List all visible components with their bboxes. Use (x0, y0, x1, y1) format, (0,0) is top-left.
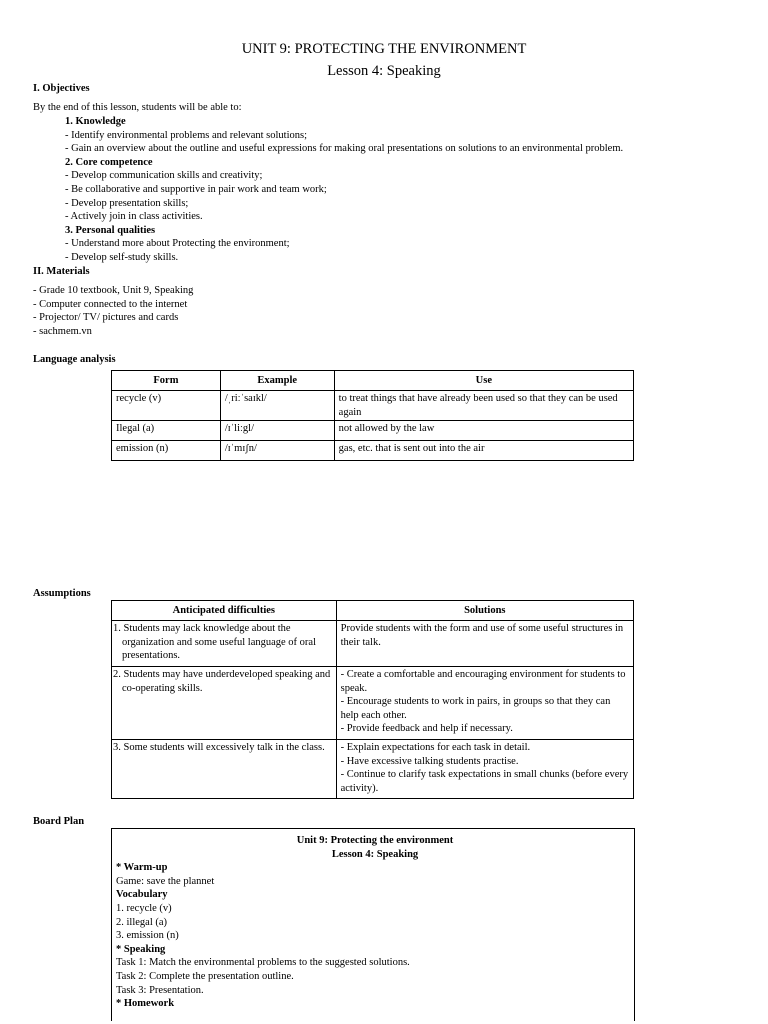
use-cell: not allowed by the law (334, 421, 633, 441)
core-item: - Develop presentation skills; (65, 197, 189, 209)
board-title: Unit 9: Protecting the environment (296, 835, 454, 846)
board-plan-box (111, 828, 635, 1021)
objectives-heading: I. Objectives (33, 83, 90, 94)
example-cell: /ɪˈmɪʃn/ (220, 441, 334, 461)
material-item: - sachmem.vn (33, 325, 92, 337)
solution-item: - Encourage students to work in pairs, in groups so that they can help each other. (340, 696, 611, 721)
task-item: Task 2: Complete the presentation outline. (116, 970, 294, 982)
core-item: - Be collaborative and supportive in pair work and team work; (65, 183, 327, 195)
material-item: - Computer connected to the internet (33, 298, 188, 310)
column-header: Form (112, 371, 221, 391)
vocabulary-heading: Vocabulary (116, 889, 168, 901)
knowledge-item: - Identify environmental problems and relevant solutions; (65, 129, 308, 141)
objectives-intro: By the end of this lesson, students will be able to: (33, 102, 242, 113)
task-item: Task 1: Match the environmental problems to the suggested solutions. (116, 957, 410, 969)
difficulty-cell: 3. Some students will excessively talk in the class. (112, 740, 337, 799)
materials-list (33, 284, 193, 338)
material-item: - Grade 10 textbook, Unit 9, Speaking (33, 285, 194, 296)
vocab-item: 2. illegal (a) (116, 916, 168, 928)
form-cell: recycle (v) (112, 391, 221, 421)
solution-item: - Have excessive talking students practise. (340, 755, 519, 767)
board-plan-heading: Board Plan (33, 816, 85, 827)
column-header: Example (220, 371, 334, 391)
difficulty-cell: 2. Students may have underdeveloped speaking and co-operating skills. (112, 667, 337, 740)
table-row (112, 667, 634, 740)
knowledge-item: - Gain an overview about the outline and useful expressions for making oral presentations on solutions to an environmental problem. (65, 143, 624, 155)
personal-item: - Develop self-study skills. (65, 251, 179, 263)
unit-title: UNIT 9: PROTECTING THE ENVIRONMENT (241, 41, 527, 57)
solution-item: - Explain expectations for each task in detail. (340, 742, 531, 753)
objectives-list (65, 115, 623, 265)
core-item: - Develop communication skills and creativity; (65, 170, 263, 182)
example-cell: /ɪˈliːgl/ (220, 421, 334, 441)
solution-item: - Create a comfortable and encouraging environment for students to speak. (340, 669, 626, 694)
solutions-cell (336, 740, 633, 799)
core-item: - Actively join in class activities. (65, 211, 203, 223)
lesson-title: Lesson 4: Speaking (327, 63, 441, 79)
core-competence-heading: 2. Core competence (65, 156, 153, 168)
use-cell: gas, etc. that is sent out into the air (334, 441, 633, 461)
personal-qualities-heading: 3. Personal qualities (65, 224, 156, 236)
table-row (112, 421, 634, 441)
table-header-row (112, 371, 634, 391)
personal-item: - Understand more about Protecting the environment; (65, 238, 290, 250)
material-item: - Projector/ TV/ pictures and cards (33, 312, 179, 324)
solution-item: - Provide feedback and help if necessary. (340, 723, 513, 735)
board-subtitle: Lesson 4: Speaking (331, 848, 419, 860)
vocab-item: 1. recycle (v) (116, 902, 172, 914)
form-cell: Ilegal (a) (112, 421, 221, 441)
warmup-text: Game: save the plannet (116, 875, 215, 887)
table-row (112, 441, 634, 461)
difficulty-cell: 1. Students may lack knowledge about the organization and some useful language of oral presentations. (112, 621, 337, 667)
materials-heading: II. Materials (33, 266, 90, 277)
language-analysis-heading: Language analysis (33, 354, 116, 365)
knowledge-heading: 1. Knowledge (65, 116, 126, 127)
use-cell: to treat things that have already been used so that they can be used again (334, 391, 633, 421)
homework-heading: * Homework (116, 998, 175, 1010)
table-row (112, 740, 634, 799)
assumptions-table (111, 600, 634, 799)
solution-item: - Continue to clarify task expectations in small chunks (before every activity). (340, 769, 629, 794)
table-row (112, 621, 634, 667)
speaking-heading: * Speaking (116, 943, 166, 955)
vocab-item: 3. emission (n) (116, 930, 179, 942)
language-analysis-table (111, 370, 634, 461)
warmup-heading: * Warm-up (116, 862, 168, 874)
table-header-row (112, 601, 634, 621)
solutions-cell (336, 667, 633, 740)
example-cell: /ˌriːˈsaɪkl/ (220, 391, 334, 421)
form-cell: emission (n) (112, 441, 221, 461)
column-header: Anticipated difficulties (112, 601, 337, 621)
solution-item: Provide students with the form and use of some useful structures in their talk. (340, 623, 624, 648)
table-row (112, 391, 634, 421)
assumptions-heading: Assumptions (33, 588, 91, 599)
solutions-cell (336, 621, 633, 667)
column-header: Use (334, 371, 633, 391)
column-header: Solutions (336, 601, 633, 621)
task-item: Task 3: Presentation. (116, 984, 204, 996)
